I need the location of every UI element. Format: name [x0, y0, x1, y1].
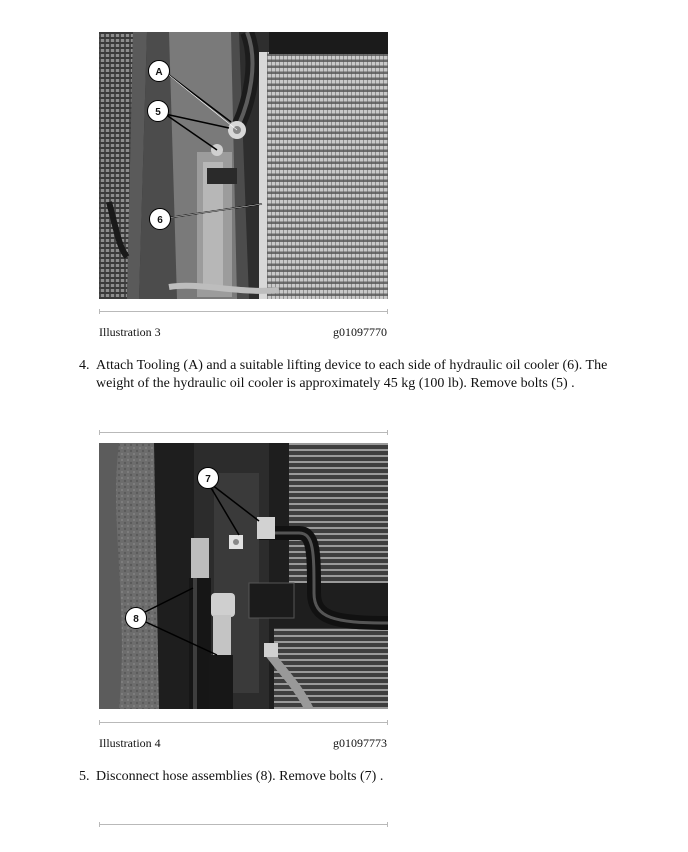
callout-5-label: 5	[155, 107, 161, 118]
callout-8-marker	[125, 607, 147, 629]
callout-a-label: A	[155, 67, 163, 78]
step-4	[79, 357, 639, 397]
callout-8-label: 8	[133, 614, 139, 625]
step-4-line-1: Attach Tooling (A) and a suitable lifting device to each side of hydraulic oil cooler (6). The	[96, 358, 608, 373]
illustration-3-caption-code: g01097770	[333, 325, 387, 339]
illustration-4-photo	[99, 443, 388, 709]
callout-7-label: 7	[205, 474, 211, 485]
callout-5-marker	[147, 100, 169, 122]
callout-7-marker	[197, 467, 219, 489]
callout-6-label: 6	[157, 215, 163, 226]
illustration-3-caption-label: Illustration 3	[99, 325, 161, 339]
step-5-line-1: Disconnect hose assemblies (8). Remove bolts (7) .	[96, 769, 384, 784]
step-4-line-2: weight of the hydraulic oil cooler is approximately 45 kg (100 lb). Remove bolts (5) .	[96, 376, 575, 391]
step-5	[79, 768, 639, 788]
step-5-number: 5.	[79, 769, 90, 784]
illustration-4-caption-code: g01097773	[333, 736, 387, 750]
figure-5-top-divider	[99, 824, 388, 825]
illustration-4-caption-label: Illustration 4	[99, 736, 161, 750]
callout-6-marker	[149, 208, 171, 230]
figure-3-divider	[99, 311, 388, 312]
step-4-number: 4.	[79, 358, 90, 373]
illustration-3-photo	[99, 32, 388, 299]
figure-4-divider	[99, 722, 388, 723]
figure-4-top-divider	[99, 432, 388, 433]
callout-a-marker	[148, 60, 170, 82]
